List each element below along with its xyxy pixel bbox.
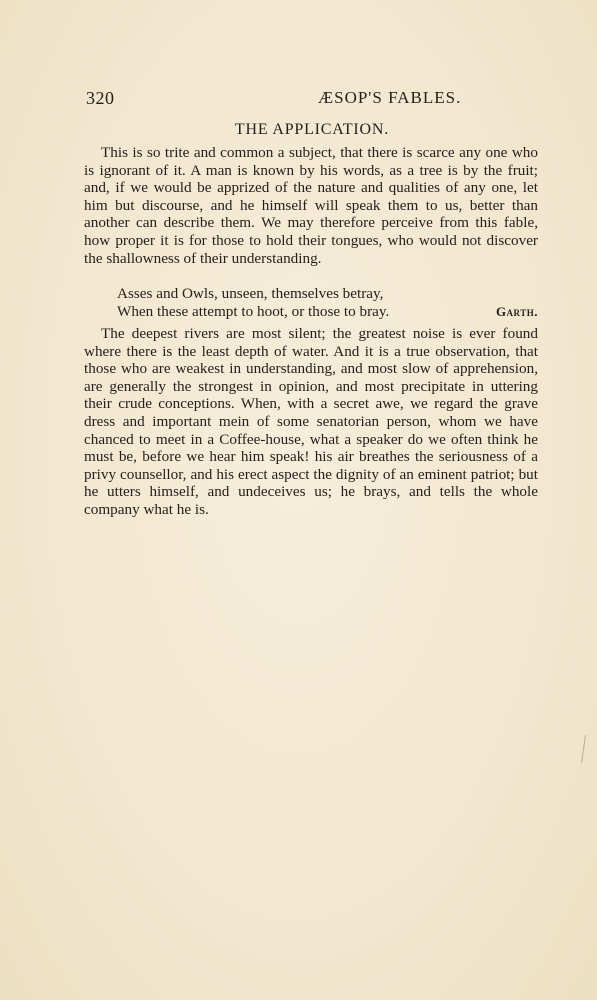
page-edge-mark [581, 735, 586, 763]
paragraph-text: This is so trite and common a subject, that there is scarce any one who is ignorant of it. A man is known by his words, as a tree is by the fruit; and, if we would be apprized of the nature and qualities of any one, let him but discourse, and he himself will speak them to us, better than another can describe them. We may therefore perceive from this fable, how proper it is for those to hold their tongues, who would not discover the shallowness of their understanding. [84, 144, 538, 267]
page-header [86, 88, 536, 110]
paragraph-text: The deepest rivers are most silent; the greatest noise is ever found where there is the least depth of water. And it is a true observation, that those who are weakest in understanding, and most slow of apprehension, are generally the strongest in opinion, and most precipitate in uttering their crude conceptions. When, with a secret awe, we regard the grave dress and important mein of some senatorian person, whom we have chanced to meet in a Coffee-house, what a speaker do we often think he must be, before we hear him speak! his air breathes the seriousness of a privy counsellor, and his erect aspect the dignity of an eminent patriot; but he utters himself, and undeceives us; he brays, and tells the whole company what he is. [84, 325, 538, 518]
verse-attribution: Garth. [495, 304, 538, 319]
section-title: THE APPLICATION. [234, 121, 390, 138]
paragraph-moral [84, 325, 538, 519]
running-title: ÆSOP'S FABLES. [318, 88, 462, 107]
paragraph-application [84, 144, 538, 267]
verse-line-2-text: When these attempt to hoot, or those to bray. [117, 303, 390, 320]
page-number: 320 [86, 88, 115, 108]
verse-line-1: Asses and Owls, unseen, themselves betray, [117, 285, 384, 302]
verse-line-2 [117, 303, 538, 321]
